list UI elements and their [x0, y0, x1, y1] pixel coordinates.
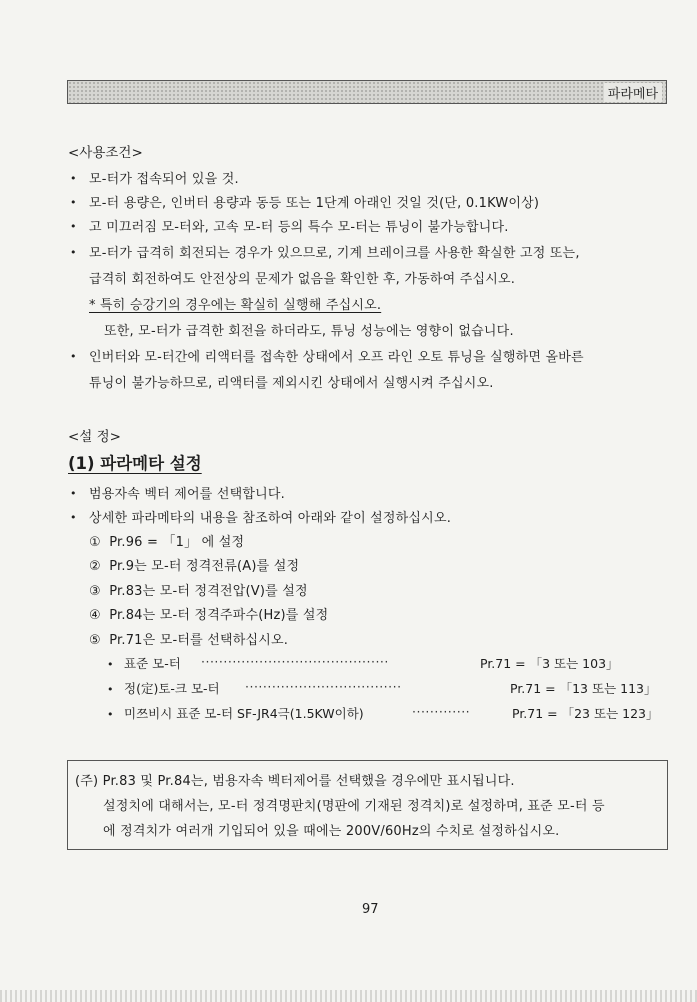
page-header-bar	[67, 80, 667, 104]
condition-item-2: 모-터 용량은, 인버터 용량과 동등 또는 1단계 아래인 것일 것(단, 0.1KW이상)	[89, 196, 540, 211]
setting-item-2: 상세한 파라메타의 내용을 참조하여 아래와 같이 설정하십시오.	[89, 511, 452, 526]
step-text: Pr.71은 모-터를 선택하십시오.	[109, 633, 289, 648]
condition-item-3: 고 미끄러짐 모-터와, 고속 모-터 등의 특수 모-터는 튜닝이 불가능합니다.	[89, 220, 509, 235]
bullet-dot: •	[70, 196, 77, 209]
step-number: ②	[89, 559, 101, 574]
motor-constant-torque-label: 정(定)토-크 모-터	[124, 681, 220, 696]
bullet-dot: •	[70, 350, 77, 363]
dot-leader: ·············	[412, 704, 471, 719]
conditions-heading: <사용조건>	[68, 145, 143, 161]
note-line-2: 설정치에 대해서는, 모-터 정격명판치(명판에 기재된 정격치)로 설정하며, 표준 모-터 등	[103, 799, 605, 814]
elevator-warning: * 특히 승강기의 경우에는 확실히 실행해 주십시오.	[89, 298, 382, 313]
settings-heading: <설 정>	[68, 429, 121, 445]
motor-standard-label: 표준 모-터	[124, 656, 181, 671]
step-3	[89, 580, 308, 599]
bullet-dot: •	[70, 246, 77, 259]
condition-item-4-continued: 급격히 회전하여도 안전상의 문제가 없음을 확인한 후, 가동하여 주십시오.	[89, 272, 516, 287]
setting-item-1: 범용자속 벡터 제어를 선택합니다.	[89, 487, 285, 502]
motor-mitsubishi-value: Pr.71 = 「23 또는 123」	[512, 706, 659, 721]
bullet-dot: •	[70, 487, 77, 500]
step-text: Pr.84는 모-터 정격주파수(Hz)를 설정	[109, 608, 329, 623]
step-2	[89, 555, 299, 574]
bullet-dot: •	[107, 683, 114, 696]
step-5	[89, 629, 288, 648]
step-number: ④	[89, 608, 101, 623]
step-text: Pr.83는 모-터 정격전압(V)를 설정	[109, 584, 308, 599]
parameter-setting-title: (1) 파라메타 설정	[68, 454, 202, 473]
motor-constant-torque-value: Pr.71 = 「13 또는 113」	[510, 681, 657, 696]
bullet-dot: •	[70, 511, 77, 524]
dot-leader: ··········································	[201, 654, 389, 669]
header-title: 파라메타	[604, 83, 662, 102]
condition-item-5: 인버터와 모-터간에 리액터를 접속한 상태에서 오프 라인 오토 튜닝을 실행하면 올바른	[89, 350, 584, 365]
tuning-note: 또한, 모-터가 급격한 회전을 하더라도, 튜닝 성능에는 영향이 없습니다.	[104, 324, 514, 339]
bullet-dot: •	[70, 172, 77, 185]
bullet-dot: •	[70, 220, 77, 233]
step-number: ⑤	[89, 633, 101, 648]
motor-mitsubishi-label: 미쯔비시 표준 모-터 SF-JR4극(1.5KW이하)	[124, 706, 364, 721]
dot-leader: ···································	[245, 679, 402, 694]
note-line-1: (주) Pr.83 및 Pr.84는, 범용자속 벡터제어를 선택했을 경우에만 표시됩니다.	[75, 774, 515, 789]
condition-item-5-continued: 튜닝이 불가능하므로, 리액터를 제외시킨 상태에서 실행시켜 주십시오.	[89, 376, 494, 391]
bullet-dot: •	[107, 708, 114, 721]
step-number: ①	[89, 535, 101, 550]
step-number: ③	[89, 584, 101, 599]
step-text: Pr.96 = 「1」 에 설정	[109, 535, 245, 550]
page-number: 97	[362, 902, 379, 917]
condition-item-4: 모-터가 급격히 회전되는 경우가 있으므로, 기계 브레이크를 사용한 확실한 고정 또는,	[89, 246, 580, 261]
motor-standard-value: Pr.71 = 「3 또는 103」	[480, 656, 619, 671]
step-text: Pr.9는 모-터 정격전류(A)를 설정	[109, 559, 300, 574]
step-1	[89, 531, 244, 550]
note-line-3: 에 정격치가 여러개 기입되어 있을 때에는 200V/60Hz의 수치로 설정하십시오.	[103, 824, 560, 839]
bullet-dot: •	[107, 658, 114, 671]
scan-noise-strip	[0, 990, 697, 1002]
step-4	[89, 604, 328, 623]
condition-item-1: 모-터가 접속되어 있을 것.	[89, 172, 239, 187]
